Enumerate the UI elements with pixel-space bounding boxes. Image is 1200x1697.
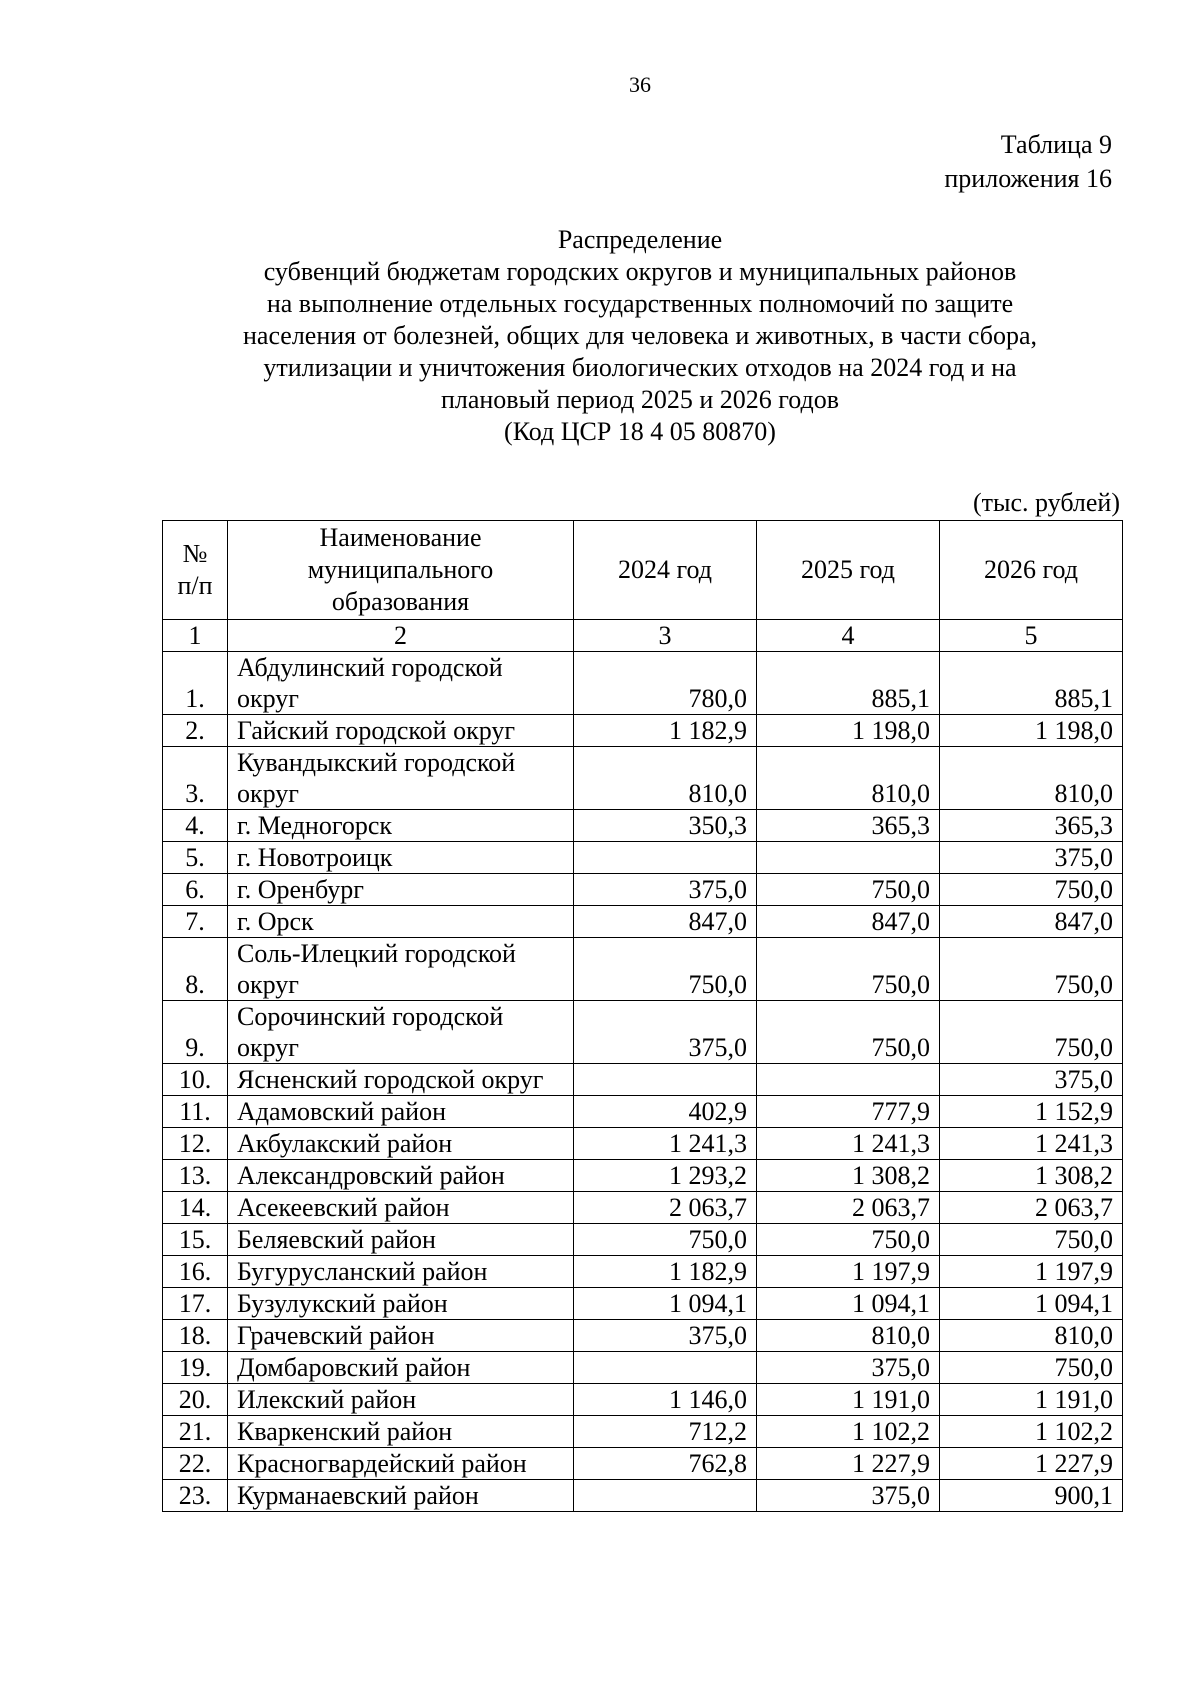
- value-2026: 375,0: [940, 842, 1123, 874]
- table-row: [163, 1096, 1123, 1128]
- municipality-name: г. Медногорск: [228, 810, 574, 842]
- table-row: [163, 1416, 1123, 1448]
- header-2026: 2026 год: [940, 521, 1123, 620]
- value-2026: 900,1: [940, 1480, 1123, 1512]
- value-2025: 810,0: [757, 1320, 940, 1352]
- value-2024: 1 293,2: [574, 1160, 757, 1192]
- municipality-name: г. Новотроицк: [228, 842, 574, 874]
- title-line: населения от болезней, общих для человека и животных, в части сбора,: [242, 321, 1037, 350]
- row-number: 18.: [163, 1320, 228, 1352]
- value-2026: 1 227,9: [940, 1448, 1123, 1480]
- header-2024: 2024 год: [574, 521, 757, 620]
- value-2026: 750,0: [940, 1352, 1123, 1384]
- row-number: 15.: [163, 1224, 228, 1256]
- value-2025: 1 197,9: [757, 1256, 940, 1288]
- municipality-name: Курманаевский район: [228, 1480, 574, 1512]
- row-number: 13.: [163, 1160, 228, 1192]
- table-row: [163, 938, 1123, 1001]
- row-number: 4.: [163, 810, 228, 842]
- header-name: Наименование муниципального образования: [228, 521, 574, 620]
- value-2025: 1 102,2: [757, 1416, 940, 1448]
- row-number: 16.: [163, 1256, 228, 1288]
- value-2026: 375,0: [940, 1064, 1123, 1096]
- row-number: 8.: [163, 938, 228, 1001]
- row-number: 6.: [163, 874, 228, 906]
- table-row: [163, 1352, 1123, 1384]
- value-2024: 847,0: [574, 906, 757, 938]
- table-row: [163, 1384, 1123, 1416]
- value-2025: 1 094,1: [757, 1288, 940, 1320]
- value-2024: 1 182,9: [574, 1256, 757, 1288]
- row-number: 21.: [163, 1416, 228, 1448]
- municipality-name: Грачевский район: [228, 1320, 574, 1352]
- municipality-name: Александровский район: [228, 1160, 574, 1192]
- value-2025: 750,0: [757, 874, 940, 906]
- value-2026: 1 094,1: [940, 1288, 1123, 1320]
- value-2026: 2 063,7: [940, 1192, 1123, 1224]
- units-label: (тыс. рублей): [972, 488, 1120, 517]
- header-num: № п/п: [163, 521, 228, 620]
- table-header-row: [163, 521, 1123, 620]
- table-row: [163, 842, 1123, 874]
- row-number: 22.: [163, 1448, 228, 1480]
- municipality-name: Асекеевский район: [228, 1192, 574, 1224]
- row-number: 9.: [163, 1001, 228, 1064]
- table-row: [163, 1256, 1123, 1288]
- value-2024: 375,0: [574, 1320, 757, 1352]
- value-2024: 1 146,0: [574, 1384, 757, 1416]
- value-2025: 750,0: [757, 938, 940, 1001]
- municipality-name: Илекский район: [228, 1384, 574, 1416]
- value-2026: 1 191,0: [940, 1384, 1123, 1416]
- table-reference: [944, 128, 1112, 196]
- value-2024: 712,2: [574, 1416, 757, 1448]
- value-2024: [574, 1352, 757, 1384]
- value-2026: 750,0: [940, 1001, 1123, 1064]
- table-row: [163, 1480, 1123, 1512]
- municipality-name: Кваркенский район: [228, 1416, 574, 1448]
- value-2025: 1 191,0: [757, 1384, 940, 1416]
- value-2025: [757, 1064, 940, 1096]
- value-2024: 375,0: [574, 1001, 757, 1064]
- table-row: [163, 810, 1123, 842]
- value-2025: 1 308,2: [757, 1160, 940, 1192]
- value-2025: 1 198,0: [757, 715, 940, 747]
- value-2026: 750,0: [940, 1224, 1123, 1256]
- row-number: 23.: [163, 1480, 228, 1512]
- value-2026: 810,0: [940, 747, 1123, 810]
- value-2025: 810,0: [757, 747, 940, 810]
- row-number: 10.: [163, 1064, 228, 1096]
- table-row: [163, 1001, 1123, 1064]
- column-number: 3: [574, 620, 757, 652]
- value-2024: 810,0: [574, 747, 757, 810]
- value-2024: [574, 842, 757, 874]
- municipality-name: г. Оренбург: [228, 874, 574, 906]
- municipality-name: Бузулукский район: [228, 1288, 574, 1320]
- value-2024: [574, 1064, 757, 1096]
- value-2025: 1 227,9: [757, 1448, 940, 1480]
- municipality-name: Кувандыкский городской округ: [228, 747, 574, 810]
- value-2026: 810,0: [940, 1320, 1123, 1352]
- row-number: 12.: [163, 1128, 228, 1160]
- page-number: 36: [629, 72, 651, 97]
- value-2024: 1 094,1: [574, 1288, 757, 1320]
- document-title: [200, 224, 1080, 448]
- title-line: утилизации и уничтожения биологических отходов на 2024 год и на: [263, 353, 1017, 382]
- row-number: 7.: [163, 906, 228, 938]
- municipality-name: Абдулинский городской округ: [228, 652, 574, 715]
- row-number: 2.: [163, 715, 228, 747]
- value-2025: [757, 842, 940, 874]
- title-line: Распределение: [557, 225, 723, 254]
- table-row: [163, 1448, 1123, 1480]
- table-ref-line1: Таблица 9: [1000, 130, 1112, 159]
- value-2026: 750,0: [940, 938, 1123, 1001]
- table-row: [163, 1192, 1123, 1224]
- row-number: 20.: [163, 1384, 228, 1416]
- municipality-name: г. Орск: [228, 906, 574, 938]
- value-2025: 365,3: [757, 810, 940, 842]
- title-line: субвенций бюджетам городских округов и муниципальных районов: [263, 257, 1017, 286]
- value-2024: [574, 1480, 757, 1512]
- row-number: 3.: [163, 747, 228, 810]
- table-row: [163, 1064, 1123, 1096]
- row-number: 5.: [163, 842, 228, 874]
- column-number: 2: [228, 620, 574, 652]
- value-2025: 777,9: [757, 1096, 940, 1128]
- value-2025: 750,0: [757, 1001, 940, 1064]
- column-number: 4: [757, 620, 940, 652]
- table-row: [163, 874, 1123, 906]
- value-2026: 365,3: [940, 810, 1123, 842]
- table-row: [163, 747, 1123, 810]
- table-row: [163, 906, 1123, 938]
- table-row: [163, 1288, 1123, 1320]
- value-2026: 1 241,3: [940, 1128, 1123, 1160]
- value-2026: 1 198,0: [940, 715, 1123, 747]
- table-row: [163, 715, 1123, 747]
- value-2026: 1 102,2: [940, 1416, 1123, 1448]
- title-line: на выполнение отдельных государственных полномочий по защите: [266, 289, 1014, 318]
- value-2024: 1 241,3: [574, 1128, 757, 1160]
- subsidy-table: [162, 520, 1123, 1512]
- municipality-name: Бугурусланский район: [228, 1256, 574, 1288]
- value-2025: 750,0: [757, 1224, 940, 1256]
- municipality-name: Беляевский район: [228, 1224, 574, 1256]
- value-2026: 750,0: [940, 874, 1123, 906]
- value-2024: 1 182,9: [574, 715, 757, 747]
- value-2025: 375,0: [757, 1352, 940, 1384]
- table-ref-line2: приложения 16: [944, 164, 1112, 193]
- value-2025: 847,0: [757, 906, 940, 938]
- table-row: [163, 1160, 1123, 1192]
- row-number: 19.: [163, 1352, 228, 1384]
- value-2026: 1 197,9: [940, 1256, 1123, 1288]
- table-row: [163, 1128, 1123, 1160]
- table-row: [163, 1320, 1123, 1352]
- value-2026: 847,0: [940, 906, 1123, 938]
- municipality-name: Соль-Илецкий городской округ: [228, 938, 574, 1001]
- value-2026: 1 152,9: [940, 1096, 1123, 1128]
- municipality-name: Адамовский район: [228, 1096, 574, 1128]
- table-body: [163, 652, 1123, 1512]
- column-number: 1: [163, 620, 228, 652]
- value-2024: 375,0: [574, 874, 757, 906]
- value-2024: 762,8: [574, 1448, 757, 1480]
- title-line: плановый период 2025 и 2026 годов: [440, 385, 840, 414]
- column-number: 5: [940, 620, 1123, 652]
- municipality-name: Красногвардейский район: [228, 1448, 574, 1480]
- row-number: 14.: [163, 1192, 228, 1224]
- table-row: [163, 652, 1123, 715]
- value-2025: 885,1: [757, 652, 940, 715]
- row-number: 17.: [163, 1288, 228, 1320]
- value-2025: 375,0: [757, 1480, 940, 1512]
- municipality-name: Сорочинский городской округ: [228, 1001, 574, 1064]
- value-2024: 2 063,7: [574, 1192, 757, 1224]
- title-line: (Код ЦСР 18 4 05 80870): [504, 417, 776, 446]
- value-2024: 750,0: [574, 938, 757, 1001]
- municipality-name: Акбулакский район: [228, 1128, 574, 1160]
- value-2024: 780,0: [574, 652, 757, 715]
- column-number-row: [163, 620, 1123, 652]
- value-2024: 350,3: [574, 810, 757, 842]
- value-2024: 750,0: [574, 1224, 757, 1256]
- municipality-name: Ясненский городской округ: [228, 1064, 574, 1096]
- table-row: [163, 1224, 1123, 1256]
- value-2025: 1 241,3: [757, 1128, 940, 1160]
- value-2025: 2 063,7: [757, 1192, 940, 1224]
- municipality-name: Домбаровский район: [228, 1352, 574, 1384]
- municipality-name: Гайский городской округ: [228, 715, 574, 747]
- value-2026: 1 308,2: [940, 1160, 1123, 1192]
- value-2026: 885,1: [940, 652, 1123, 715]
- row-number: 1.: [163, 652, 228, 715]
- value-2024: 402,9: [574, 1096, 757, 1128]
- header-2025: 2025 год: [757, 521, 940, 620]
- row-number: 11.: [163, 1096, 228, 1128]
